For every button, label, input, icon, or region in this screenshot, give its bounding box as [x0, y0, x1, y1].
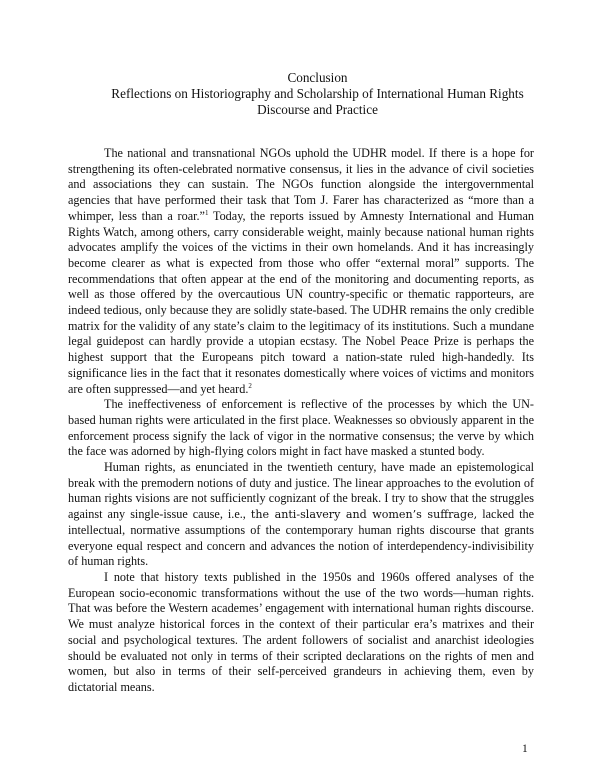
footnote-ref-1[interactable]: 1	[204, 208, 209, 217]
paragraph-3-highlight: the anti-slavery and women’s suffrage,	[250, 508, 478, 522]
footnote-ref-2[interactable]: 2	[248, 381, 252, 390]
body-text	[68, 146, 534, 696]
paragraph-2: The ineffectiveness of enforcement is reflective of the processes by which the UN-based human rights were articulated in the first place. Weaknesses so obviously apparent in the enforcement process signify the lack of vigor in the normative consensus; the verve by which the face was adorned by high-flying colors might in fact have masked a stunted body.	[68, 397, 534, 459]
paragraph-1-part-b: Today, the reports issued by Amnesty International and Human Rights Watch, among others, carry considerable weight, mainly because national human rights advocates amplify the voices of the victims in their own homelands. And it has increasingly become clearer as what is expected from those who offer “external moral” supports. The recommendations that often appear at the end of the monitoring and documenting reports, as well as those offered by the overcautious UN country-specific or thematic rapporteurs, are indeed tedious, only because they are solidly state-based. The UDHR remains the only credible matrix for the validity of any state’s claim to the legitimacy of its institutions. Such a mundane legal guidepost can hardly provide a utopian ecstasy. The Nobel Peace Prize is perhaps the highest support that the Europeans pitch toward a nation-state ruled high-handedly. Its significance lies in the fact that it resonates domestically where voices of victims and monitors are often suppressed—and yet heard.	[68, 208, 534, 396]
paragraph-1-part-a: The national and transnational NGOs uphold the UDHR model. If there is a hope for strengthening its often-celebrated normative consensus, it lies in the advance of civil societies and associations they can sustain. The NGOs function alongside the intergovernmental agencies that have performed their task that Tom J. Farer has characterized as “more than a whimper, less than a roar.”	[68, 146, 534, 223]
paragraph-3-part-b: lacked the intellectual, normative assumptions of the contemporary human rights discourse that grants everyone equal respect and concern and advances the notion of interdependency-indivisibility of human rights.	[68, 507, 534, 569]
paragraph-3-part-a: Human rights, as enunciated in the twentieth century, have made an epistemological break with the premodern notions of duty and justice. The linear approaches to the evolution of human rights visions are not sufficiently cognizant of the break. I try to show that the struggles against any single-issue cause, i.e.,	[68, 460, 534, 522]
paragraph-4: I note that history texts published in the 1950s and 1960s offered analyses of the European socio-economic transformations without the use of the two words—human rights. That was before the Western academes’ engagement with international human rights discourse. We must analyze historical forces in the context of their particular era’s matrixes and their social and psychological textures. The ardent followers of socialist and anarchist ideologies should be evaluated not only in terms of their scripted declarations on the rights of men and women, but also in terms of their self-perceived grandeurs in achieving them, even by dictatorial means.	[68, 569, 534, 694]
chapter-title-line-1: Reflections on Historiography and Scholarship of International Human Rights	[111, 86, 524, 101]
chapter-title-line-2: Discourse and Practice	[257, 102, 378, 117]
paragraph-3	[68, 460, 534, 570]
page-number: 1	[522, 743, 528, 755]
chapter-label: Conclusion	[287, 70, 348, 85]
paragraph-1	[68, 146, 534, 397]
